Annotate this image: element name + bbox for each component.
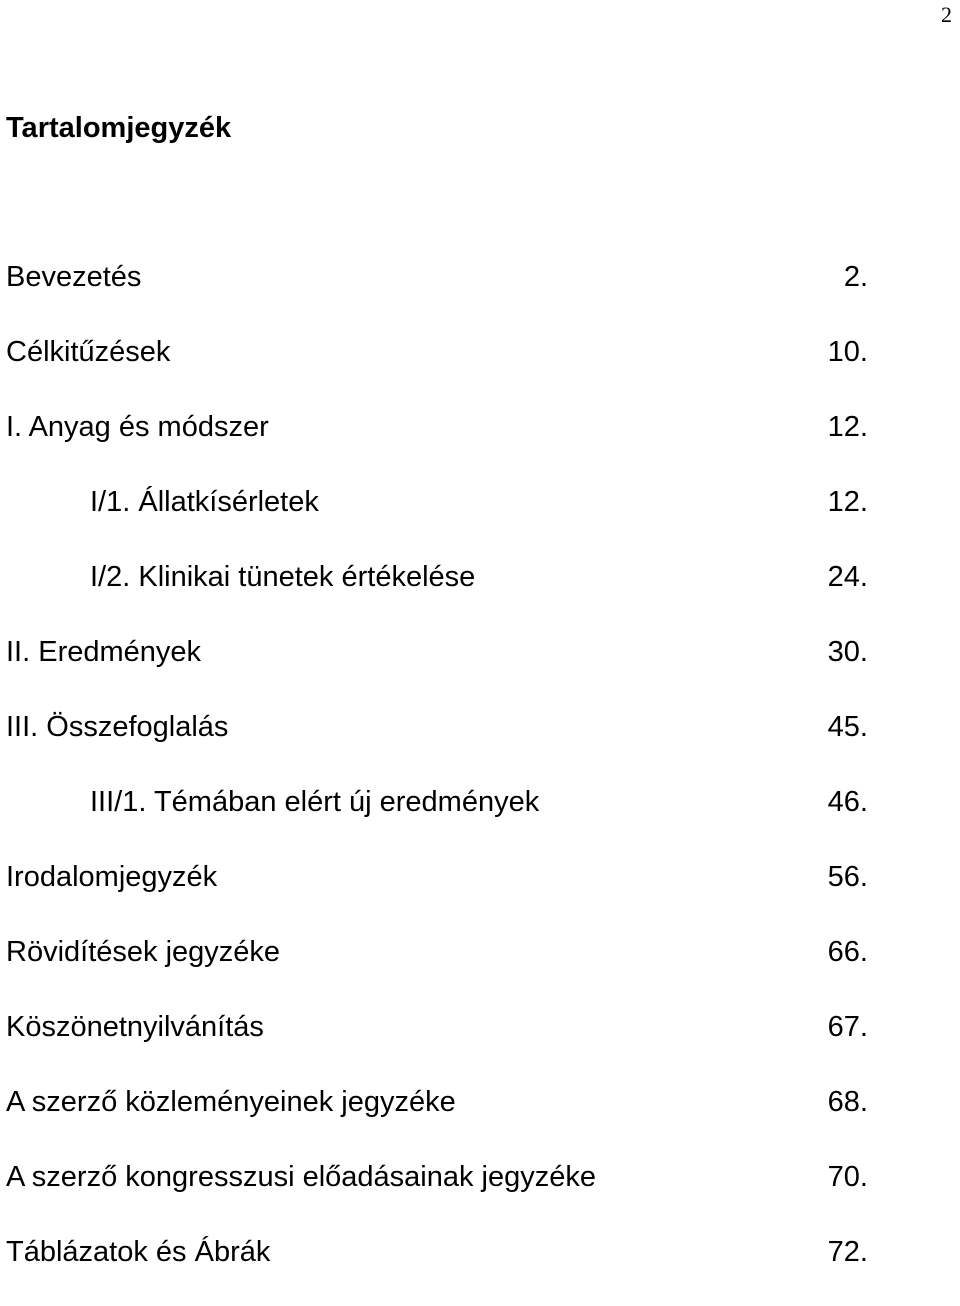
toc-entry-page: 68. — [827, 1086, 868, 1118]
toc-entry-page: 46. — [827, 786, 868, 818]
toc-entry-label: Rövidítések jegyzéke — [6, 936, 281, 968]
toc-entry[interactable] — [0, 256, 960, 331]
toc-entry-page: 70. — [827, 1161, 868, 1193]
page-number: 2 — [941, 2, 952, 27]
toc-entry-label: Célkitűzések — [6, 336, 171, 368]
toc-entry-label: I/1. Állatkísérletek — [90, 486, 319, 518]
toc-entry[interactable] — [0, 631, 960, 706]
toc-entry[interactable] — [0, 1231, 960, 1306]
toc-entry-page: 10. — [827, 336, 868, 368]
toc-title: Tartalomjegyzék — [6, 112, 232, 144]
toc-entry-page: 30. — [827, 636, 868, 668]
toc-entry-page: 12. — [827, 411, 868, 443]
toc-entry-page: 67. — [827, 1011, 868, 1043]
toc-entry-label: I/2. Klinikai tünetek értékelése — [90, 561, 476, 593]
toc-entry[interactable] — [0, 481, 960, 556]
toc-entry-label: III. Összefoglalás — [6, 711, 229, 743]
toc-entry-label: A szerző kongresszusi előadásainak jegyzéke — [6, 1161, 596, 1193]
toc-entry-label: Irodalomjegyzék — [6, 861, 218, 893]
toc-entry[interactable] — [0, 1006, 960, 1081]
toc-entry[interactable] — [0, 931, 960, 1006]
toc-entry[interactable] — [0, 1081, 960, 1156]
toc-entry[interactable] — [0, 856, 960, 931]
toc-entry-page: 66. — [827, 936, 868, 968]
toc-entry-page: 24. — [827, 561, 868, 593]
toc-entry[interactable] — [0, 556, 960, 631]
toc-entry-page: 56. — [827, 861, 868, 893]
toc-entry-page: 72. — [827, 1236, 868, 1268]
toc-entry-label: III/1. Témában elért új eredmények — [90, 786, 540, 818]
toc-entry-label: II. Eredmények — [6, 636, 202, 668]
toc-entry[interactable] — [0, 331, 960, 406]
toc-entry[interactable] — [0, 706, 960, 781]
toc-entry-label: Köszönetnyilvánítás — [6, 1011, 264, 1043]
toc-entry-page: 45. — [827, 711, 868, 743]
toc-entry-page: 12. — [827, 486, 868, 518]
toc-entry-label: Táblázatok és Ábrák — [6, 1236, 271, 1268]
toc-entry[interactable] — [0, 1156, 960, 1231]
toc-entry[interactable] — [0, 406, 960, 481]
toc-entry-label: A szerző közleményeinek jegyzéke — [6, 1086, 456, 1118]
toc-entry-page: 2. — [843, 261, 868, 293]
toc-entry-label: Bevezetés — [6, 261, 142, 293]
toc-entry[interactable] — [0, 781, 960, 856]
toc-entry-label: I. Anyag és módszer — [6, 411, 269, 443]
toc-list — [0, 256, 960, 1306]
